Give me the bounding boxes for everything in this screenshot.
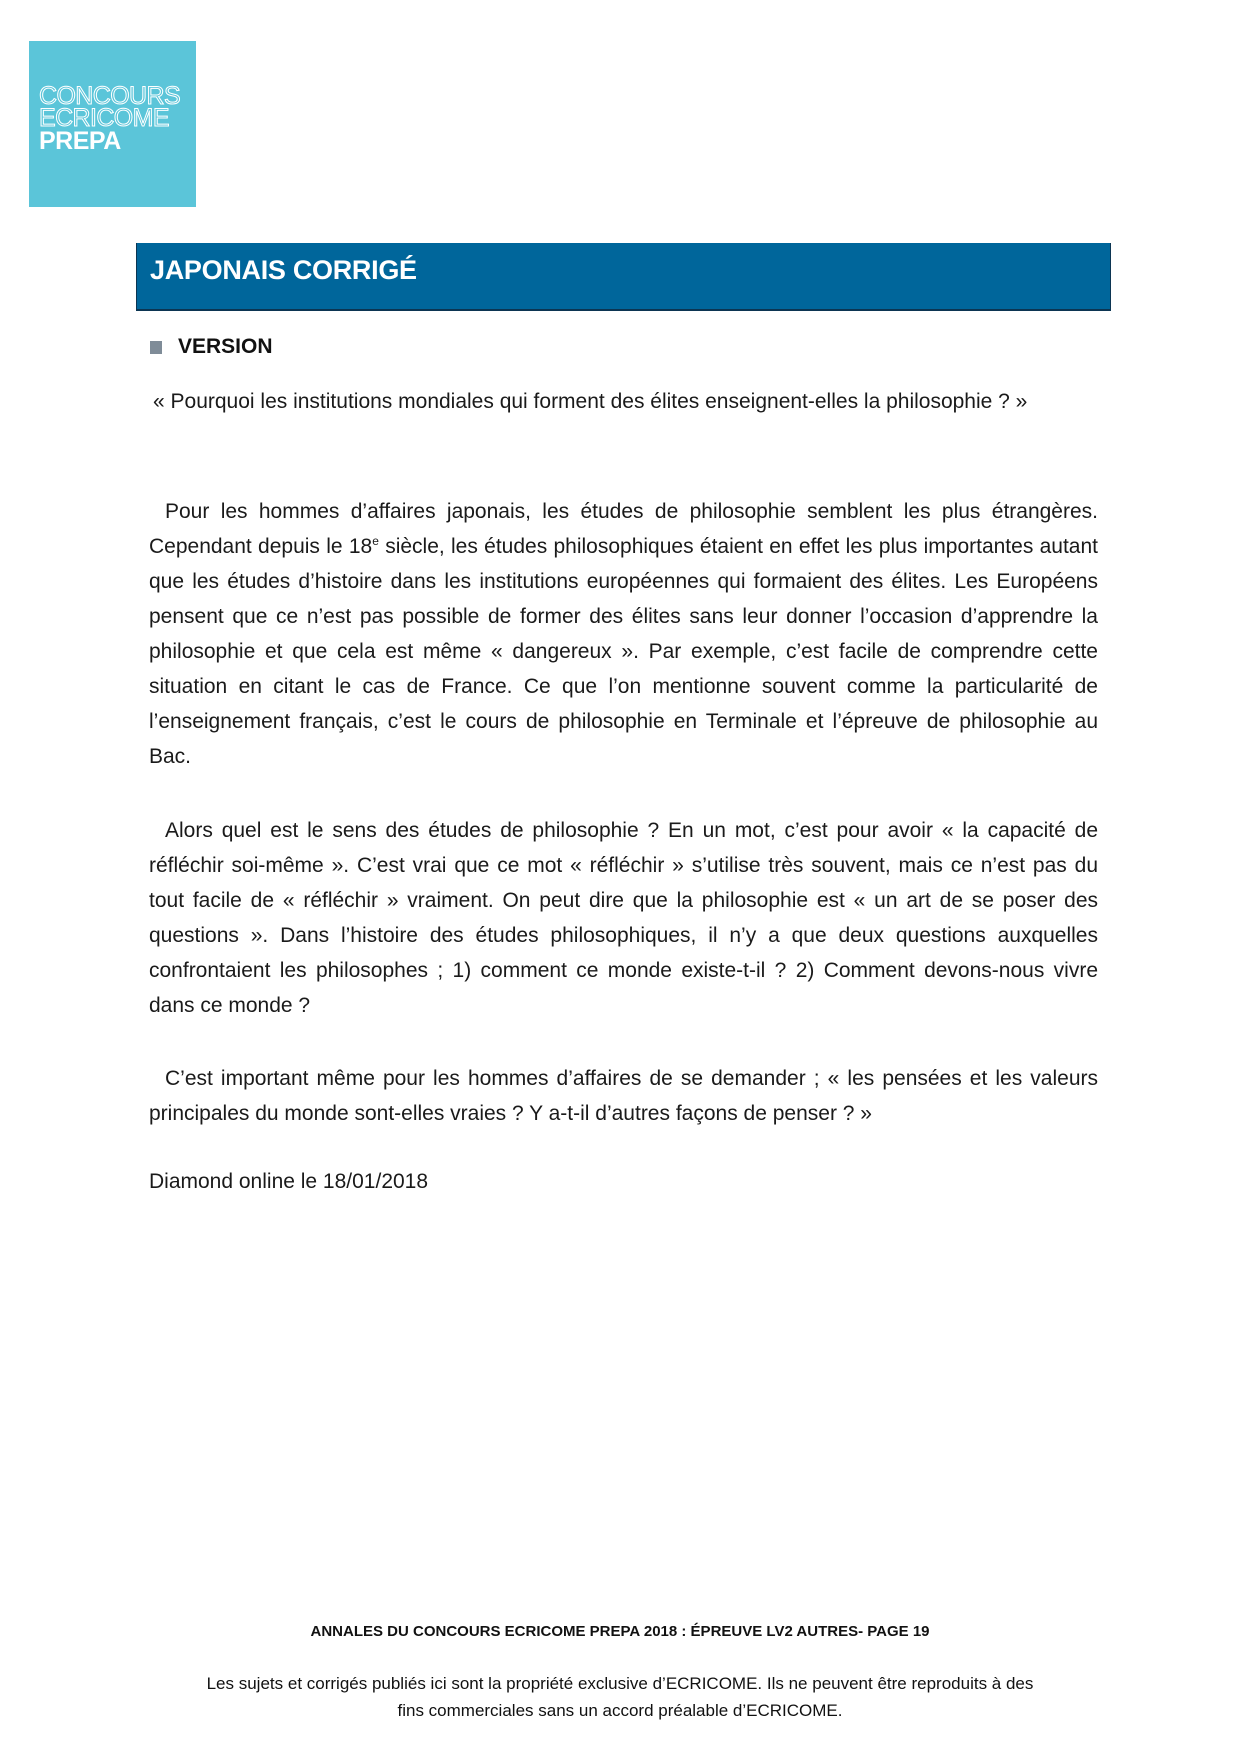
- title-banner: [136, 243, 1111, 311]
- section-heading: [150, 334, 273, 360]
- concours-ecricome-logo: [29, 41, 196, 207]
- text-title-quote: « Pourquoi les institutions mondiales qui forment des élites enseignent-elles la philosophie ? »: [153, 390, 1028, 413]
- footer-note-line-2: fins commerciales sans un accord préalable d’ECRICOME.: [397, 1701, 843, 1720]
- footer-note-line-1: Les sujets et corrigés publiés ici sont la propriété exclusive d’ECRICOME. Ils ne peuvent être reproduits à des: [206, 1674, 1034, 1693]
- paragraph-2: Alors quel est le sens des études de philosophie ? En un mot, c’est pour avoir « la capacité de réfléchir soi-même ». C’est vrai que ce mot « réfléchir » s’utilise très souvent, mais ce n’est pas du tout facile de « réfléchir » vraiment. On peut dire que la philosophie est « un art de se poser des questions ». Dans l’histoire des études philosophiques, il n’y a que deux questions auxquelles confrontaient les philosophes ; 1) comment ce monde existe-t-il ? 2) Comment devons-nous vivre dans ce monde ?: [149, 819, 1098, 1017]
- square-bullet-icon: [150, 341, 162, 354]
- paragraph-1-text-b: siècle, les études philosophiques étaient en effet les plus importantes autant que les études d’histoire dans les institutions européennes qui formaient des élites. Les Européens pensent que ce n’est pas possible de former des élites sans leur donner l’occasion d’apprendre la philosophie et que cela est même « dangereux ». Par exemple, c’est facile de comprendre cette situation en citant le cas de France. Ce que l’on mentionne souvent comme la particularité de l’enseignement français, c’est le cours de philosophie en Terminale et l’épreuve de philosophie au Bac.: [149, 535, 1098, 768]
- paragraph-3: C’est important même pour les hommes d’affaires de se demander ; « les pensées et les valeurs principales du monde sont-elles vraies ? Y a-t-il d’autres façons de penser ? »: [149, 1067, 1098, 1125]
- source-citation: Diamond online le 18/01/2018: [149, 1170, 429, 1193]
- page-title: JAPONAIS CORRIGÉ: [150, 255, 417, 285]
- logo-line-prepa: PREPA: [39, 127, 121, 155]
- footer-copyright-note: [150, 1670, 1090, 1724]
- ordinal-superscript: e: [372, 534, 379, 548]
- paragraph-1-text-a: Pour les hommes d’affaires japonais, les études de philosophie semblent les plus étrangères. Cependant depuis le 18: [149, 500, 1098, 558]
- logo-line-concours: CONCOURS: [39, 82, 181, 110]
- logo-line-ecricome: ECRICOME: [39, 104, 169, 132]
- section-label: VERSION: [178, 335, 273, 358]
- paragraph-1: [149, 494, 1098, 774]
- footer-title: ANNALES DU CONCOURS ECRICOME PREPA 2018 : ÉPREUVE LV2 AUTRES- PAGE 19: [310, 1623, 930, 1640]
